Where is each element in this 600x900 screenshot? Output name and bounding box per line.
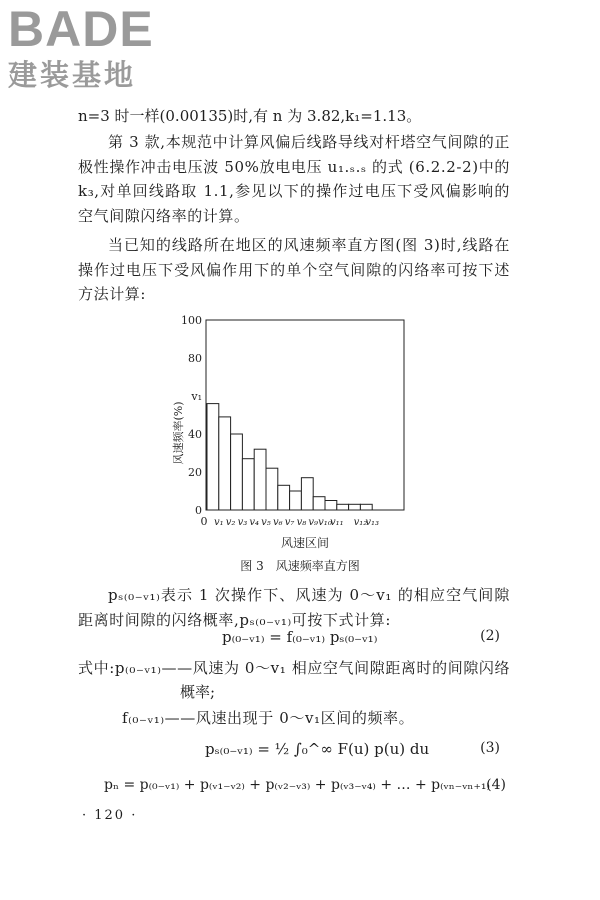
x-tick-label: v₃: [237, 517, 248, 528]
y-tick-label: v₁: [191, 390, 202, 403]
y-tick-label: 40: [188, 428, 202, 441]
histogram-bar: [266, 468, 278, 510]
y-tick-label: 80: [188, 352, 202, 365]
histogram-bar: [290, 491, 302, 510]
y-tick-label: 0: [195, 504, 202, 517]
equation-4-number: (4): [486, 777, 506, 793]
paragraph-3rd-clause: 第 3 款,本规范中计算风偏后线路导线对杆塔空气间隙的正极性操作冲击电压波 50%放电电压 u₁.ₛ.ₛ 的式 (6.2.2-2)中的 k₃,对单回线路取 1.1,参见以下的操作过电压下受风偏影响的空气间隙闪络率的计算。: [78, 133, 510, 225]
logo: [8, 1, 178, 92]
x-tick-label: v₁₂: [353, 517, 368, 528]
histogram-bar: [242, 459, 254, 510]
text-line-1: n=3 时一样(0.00135)时,有 n 为 3.82,k₁=1.13。: [78, 107, 422, 125]
wind-frequency-histogram: [0, 305, 600, 555]
figure-caption: 图 3 风速频率直方图: [240, 559, 360, 573]
definition-p-cont: 概率;: [180, 683, 216, 701]
histogram-bar: [337, 504, 349, 510]
histogram-bar: [207, 404, 219, 510]
definition-f: f₍₀₋ᵥ₁₎——风速出现于 0～v₁区间的频率。: [122, 709, 415, 727]
x-tick-label: v₁₀: [318, 517, 332, 528]
logo-brand: BADE: [8, 1, 154, 57]
x-tick-label: v₁₁: [329, 517, 344, 528]
x-origin-label: 0: [200, 515, 208, 528]
histogram-bar: [254, 449, 266, 510]
page-number: · 120 ·: [82, 808, 138, 823]
x-axis-label: 风速区间: [280, 536, 330, 550]
y-tick-label: 100: [181, 314, 202, 327]
x-tick-label: v₁: [213, 517, 224, 528]
x-tick-label: v₄: [249, 517, 260, 528]
histogram-bar: [278, 485, 290, 510]
equation-2: p₍₀₋ᵥ₁₎ = f₍₀₋ᵥ₁₎ pₛ₍₀₋ᵥ₁₎: [222, 628, 378, 646]
paragraph-flashover-probability: pₛ₍₀₋ᵥ₁₎表示 1 次操作下、风速为 0～v₁ 的相应空气间隙距离时间隙的闪络概率,pₛ₍₀₋ᵥ₁₎可按下式计算:: [78, 586, 510, 629]
histogram-bar: [349, 504, 361, 510]
definition-p: 式中:p₍₀₋ᵥ₁₎——风速为 0～v₁ 相应空气间隙距离时的间隙闪络: [78, 659, 511, 677]
x-tick-label: v₂: [225, 517, 236, 528]
logo-chinese: 建装基地: [8, 58, 137, 92]
x-tick-label: v₁₃: [365, 517, 380, 528]
x-tick-label: v₈: [296, 517, 307, 528]
paragraph-calc-intro: 当已知的线路所在地区的风速频率直方图(图 3)时,线路在操作过电压下受风偏作用下的单个空气间隙的闪络率可按下述方法计算:: [78, 236, 510, 303]
equation-3-number: (3): [480, 740, 500, 756]
equation-4: pₙ = p₍₀₋ᵥ₁₎ + p₍ᵥ₁₋ᵥ₂₎ + p₍ᵥ₂₋ᵥ₃₎ + p₍ᵥ₃₋ᵥ₄₎ + … + p₍ᵥₙ₋ᵥₙ₊₁₎: [104, 777, 490, 793]
x-tick-label: v₆: [272, 517, 283, 528]
histogram-bar: [360, 504, 372, 510]
y-axis-label: 风速频率(%): [172, 401, 185, 465]
histogram-bar: [313, 497, 325, 510]
histogram-bar: [325, 501, 337, 511]
histogram-bar: [219, 417, 231, 510]
x-tick-label: v₇: [284, 517, 295, 528]
equation-2-number: (2): [480, 628, 500, 644]
x-tick-label: v₅: [261, 517, 271, 528]
histogram-bar: [301, 478, 313, 510]
histogram-bar: [231, 434, 243, 510]
y-tick-label: 20: [188, 466, 202, 479]
x-tick-label: v₉: [308, 517, 319, 528]
equation-3: pₛ₍₀₋ᵥ₁₎ = ½ ∫₀^∞ F(u) p(u) du: [205, 740, 430, 758]
